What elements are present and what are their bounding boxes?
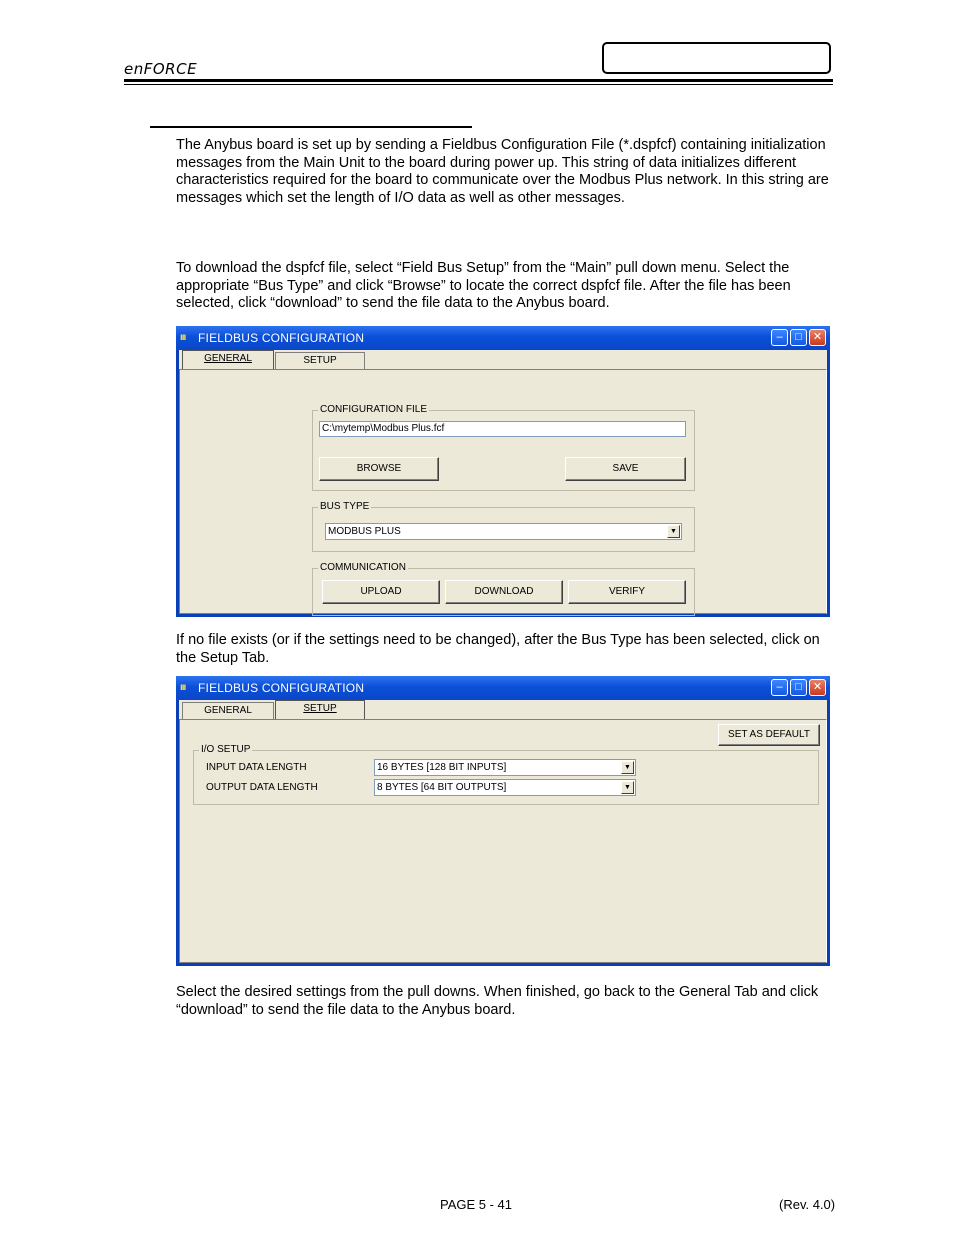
chevron-down-icon[interactable]: ▼ <box>667 525 680 538</box>
io-setup-label: I/O SETUP <box>201 744 251 755</box>
input-data-length-select[interactable] <box>374 759 636 776</box>
paragraph-download: To download the dspfcf file, select “Field Bus Setup” from the “Main” pull down menu. Select the appropriate “Bus Type” and click “Browse” to locate the correct dspfcf file. After the file has been selected, click “download” to send the file data to the Anybus board. <box>176 260 791 312</box>
configuration-file-label: CONFIGURATION FILE <box>320 404 428 415</box>
title-bar[interactable] <box>176 676 830 700</box>
paragraph-intro: The Anybus board is set up by sending a Fieldbus Configuration File (*.dspfcf) containing initialization messages from the Main Unit to the board during power up. This string of data initializes different characteristics required for the board to communicate over the Modbus Plus network. In this string are messages which set the length of I/O data as well as other messages. <box>176 137 829 206</box>
output-data-length-select[interactable] <box>374 779 636 796</box>
io-setup-group <box>193 744 819 805</box>
window-client <box>179 700 827 963</box>
app-icon: ııı <box>180 332 186 343</box>
revision: (Rev. 4.0) <box>779 1197 836 1212</box>
chevron-down-icon[interactable]: ▼ <box>621 781 634 794</box>
tab-panel-setup <box>179 719 827 963</box>
tab-setup[interactable] <box>275 700 365 719</box>
window-client <box>179 350 827 614</box>
save-button[interactable]: SAVE <box>565 457 686 481</box>
bus-type-group <box>312 501 695 552</box>
tab-setup[interactable] <box>275 352 365 369</box>
tab-setup-label: SETUP <box>303 355 337 366</box>
title-bar[interactable] <box>176 326 830 350</box>
window-title: FIELDBUS CONFIGURATION <box>198 331 365 345</box>
fieldbus-config-window-setup <box>176 676 830 966</box>
file-path-field[interactable]: C:\mytemp\Modbus Plus.fcf <box>319 421 686 437</box>
bus-type-value: MODBUS PLUS <box>328 526 401 537</box>
header-box <box>602 42 831 74</box>
tab-general[interactable] <box>182 350 274 369</box>
section-heading-rule <box>150 126 472 128</box>
chevron-down-icon[interactable]: ▼ <box>621 761 634 774</box>
communication-label: COMMUNICATION <box>320 562 406 573</box>
tab-setup-label: SETUP <box>303 703 337 714</box>
bus-type-label: BUS TYPE <box>320 501 370 512</box>
tab-general-label: GENERAL <box>204 353 252 364</box>
page-number: PAGE 5 - 41 <box>440 1197 513 1212</box>
close-icon[interactable]: ✕ <box>809 679 826 696</box>
maximize-icon[interactable]: □ <box>790 329 807 346</box>
communication-group <box>312 562 695 616</box>
tab-panel-general <box>179 369 827 614</box>
browse-button[interactable]: BROWSE <box>319 457 439 481</box>
output-data-length-label: OUTPUT DATA LENGTH <box>206 782 318 793</box>
enforce-logo: enFORCE <box>124 60 198 78</box>
maximize-icon[interactable]: □ <box>790 679 807 696</box>
close-icon[interactable]: ✕ <box>809 329 826 346</box>
app-icon: ııı <box>180 682 186 693</box>
paragraph-finish: Select the desired settings from the pull downs. When finished, go back to the General Tab and click “download” to send the file data to the Anybus board. <box>176 984 819 1018</box>
window-title: FIELDBUS CONFIGURATION <box>198 681 365 695</box>
minimize-icon[interactable]: – <box>771 679 788 696</box>
verify-button[interactable]: VERIFY <box>568 580 686 604</box>
minimize-icon[interactable]: – <box>771 329 788 346</box>
tab-general[interactable] <box>182 702 274 719</box>
header-rule <box>124 79 833 82</box>
configuration-file-group <box>312 404 695 491</box>
input-data-length-value: 16 BYTES [128 BIT INPUTS] <box>377 762 507 773</box>
download-button[interactable]: DOWNLOAD <box>445 580 563 604</box>
upload-button[interactable]: UPLOAD <box>322 580 440 604</box>
input-data-length-label: INPUT DATA LENGTH <box>206 762 307 773</box>
output-data-length-value: 8 BYTES [64 BIT OUTPUTS] <box>377 782 507 793</box>
set-as-default-button[interactable]: SET AS DEFAULT <box>718 724 820 746</box>
fieldbus-config-window-general <box>176 326 830 617</box>
header-rule-thin <box>124 84 833 85</box>
paragraph-setup-tab: If no file exists (or if the settings need to be changed), after the Bus Type has been selected, click on the Setup Tab. <box>176 632 820 666</box>
bus-type-select[interactable] <box>325 523 682 540</box>
tab-general-label: GENERAL <box>204 705 252 716</box>
